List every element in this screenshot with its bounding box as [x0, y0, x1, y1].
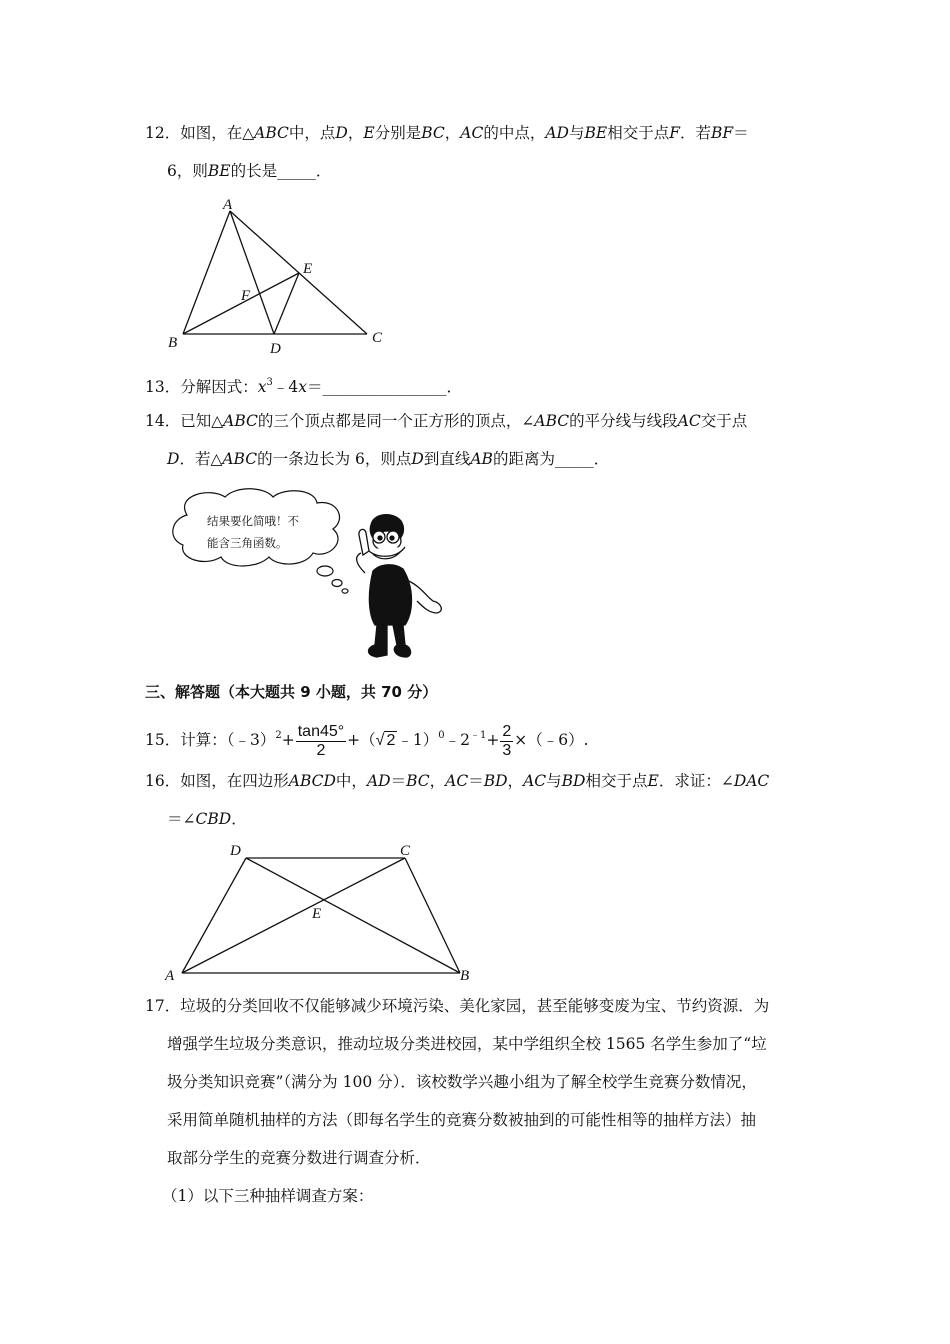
q15-plus1: +	[281, 731, 295, 749]
q16-label-d: D	[230, 843, 241, 859]
q15-exp3: ﹣1	[469, 730, 487, 741]
math-variable: E	[647, 772, 659, 790]
math-variable: D	[335, 124, 348, 142]
text-run: 如图，在四边形	[180, 772, 289, 790]
text-run: 如图，在△	[180, 124, 255, 142]
q14-text-line2	[167, 450, 609, 468]
text-run: ．若	[679, 124, 711, 142]
q15-prefix: 计算：（﹣3）	[180, 731, 276, 749]
math-variable: ABC	[534, 412, 570, 430]
q16-label-e: E	[312, 906, 322, 922]
q16-quadrilateral-figure	[160, 838, 480, 988]
text-run: 到直线	[423, 450, 471, 468]
text-run: 与	[546, 772, 562, 790]
text-run: 的平分线与线段	[569, 412, 678, 430]
text-run: ＝	[468, 772, 484, 790]
q14-line2	[167, 448, 609, 470]
q13-number: 13．	[145, 378, 181, 396]
q15-fraction-two-thirds	[500, 723, 513, 760]
q15-number: 15．	[145, 731, 181, 749]
q17-line2: 增强学生垃圾分类意识，推动垃圾分类进校园，某中学组织全校 1565 名学生参加了“垃	[167, 1035, 767, 1053]
text-run: ，	[429, 772, 446, 790]
q16-text-line2	[167, 810, 247, 828]
q16-line1	[145, 770, 769, 792]
q15-frac2-num: 2	[502, 722, 512, 740]
q15-frac2-den: 3	[502, 741, 512, 759]
q15-exp1: 2	[275, 730, 282, 741]
math-variable: AD	[545, 124, 569, 142]
q12-line2	[167, 160, 331, 182]
math-variable: D	[411, 450, 424, 468]
q12-label-d: D	[270, 341, 281, 357]
math-variable: ABCD	[288, 772, 336, 790]
cloud-text-line2: 能含三角函数。	[207, 536, 288, 550]
q16-number: 16．	[145, 772, 181, 790]
text-run: ，	[444, 124, 461, 142]
text-run: ．若△	[179, 450, 223, 468]
text-run: ．求证：∠	[658, 772, 734, 790]
math-variable: CBD	[195, 810, 232, 828]
q16-text-line1	[180, 772, 769, 790]
q16-label-c: C	[400, 843, 411, 859]
text-run: 的三个顶点都是同一个正方形的顶点，∠	[257, 412, 535, 430]
math-variable: BE	[207, 162, 231, 180]
q17-line4: 采用简单随机抽样的方法（即每名学生的竞赛分数被抽到的可能性相等的抽样方法）抽	[167, 1111, 757, 1129]
text-run: ，	[507, 772, 524, 790]
q15-line	[145, 716, 589, 759]
q14-number: 14．	[145, 412, 181, 430]
math-variable: BC	[421, 124, 445, 142]
q16-label-a: A	[165, 968, 175, 984]
math-variable: ABC	[223, 412, 258, 430]
q17-number: 17．	[145, 997, 181, 1015]
text-run: 中，点	[288, 124, 336, 142]
text-run: 相交于点	[607, 124, 670, 142]
text-run: 与	[568, 124, 585, 142]
math-variable: BD	[483, 772, 508, 790]
text-run: 交于点	[700, 412, 748, 430]
math-variable: ABC	[222, 450, 258, 468]
text-run: ＝∠	[167, 810, 196, 828]
text-run: ＝	[390, 772, 407, 790]
text-run: ＝	[733, 124, 749, 142]
q14-cartoon-figure	[165, 485, 450, 665]
math-variable: D	[167, 450, 180, 468]
text-run: 已知△	[180, 412, 224, 430]
math-variable: AC	[523, 772, 547, 790]
text-run: 6，则	[167, 162, 208, 180]
math-variable: AC	[460, 124, 484, 142]
math-variable: AC	[445, 772, 469, 790]
q17-line3: 圾分类知识竞赛”（满分为 100 分）．该校数学兴趣小组为了解全校学生竞赛分数情况，	[167, 1073, 757, 1091]
q15-plus2: +（	[347, 731, 376, 749]
q17-sub1: （1）以下三种抽样调查方案：	[162, 1187, 374, 1205]
math-variable: BF	[711, 124, 734, 142]
math-variable: BC	[406, 772, 430, 790]
q12-label-e: E	[303, 261, 313, 277]
math-variable: AB	[470, 450, 493, 468]
q17-text-line1: 垃圾的分类回收不仅能够减少环境污染、美化家园，甚至能够变废为宝、节约资源．为	[180, 997, 770, 1015]
text-run: 的长是_____．	[230, 162, 332, 180]
text-run: ，	[347, 124, 364, 142]
q12-label-c: C	[372, 330, 383, 346]
q15-frac1-num: tan45°	[297, 722, 345, 740]
text-run: 的距离为_____．	[492, 450, 610, 468]
q12-line1	[145, 122, 749, 144]
q12-number: 12．	[145, 124, 181, 142]
q15-sqrt-radicand: 2	[386, 732, 396, 749]
q13-prefix: 分解因式：	[180, 378, 258, 396]
math-variable: BD	[561, 772, 586, 790]
text-run: 相交于点	[585, 772, 648, 790]
q15-plus3: +	[486, 731, 500, 749]
text-run: 中，	[335, 772, 367, 790]
q15-exp2: 0	[438, 730, 445, 741]
q15-minus1: ﹣1）	[397, 731, 439, 749]
q15-frac1-den: 2	[316, 741, 326, 759]
q12-text-line1	[180, 124, 748, 142]
q15-fraction-tan	[296, 723, 346, 760]
section3-title: 三、解答题（本大题共 9 小题，共 70 分）	[145, 683, 438, 701]
math-variable: F	[669, 124, 680, 142]
q14-line1	[145, 410, 747, 432]
math-variable: DAC	[733, 772, 770, 790]
q13-exponent: 3	[266, 377, 273, 388]
q12-text-line2	[167, 162, 331, 180]
q13-x2: x	[298, 378, 307, 396]
q14-text-line1	[180, 412, 747, 430]
math-variable: BE	[584, 124, 608, 142]
text-run: 的中点，	[483, 124, 546, 142]
q16-label-b: B	[460, 968, 470, 984]
cartoon-character	[357, 515, 442, 657]
text-run: ．	[231, 810, 247, 828]
math-variable: E	[363, 124, 375, 142]
math-variable: ABC	[254, 124, 289, 142]
q12-label-a: A	[223, 197, 233, 213]
q13-x: x	[257, 378, 267, 396]
q15-suffix: ×（﹣6）.	[514, 731, 589, 749]
q16-line2	[167, 808, 247, 830]
math-variable: AC	[677, 412, 701, 430]
q13-line	[145, 372, 462, 398]
q15-minus2: ﹣2	[444, 731, 470, 749]
text-run: 的一条边长为 6，则点	[257, 450, 412, 468]
q12-triangle-figure	[166, 195, 396, 360]
q17-line1	[145, 995, 769, 1017]
cloud-text-line1: 结果要化简哦！不	[207, 514, 299, 528]
q12-label-f: F	[241, 288, 251, 304]
q15-sqrt: √ 2	[375, 732, 396, 749]
q13-mid: ﹣4	[272, 378, 299, 396]
q17-line5: 取部分学生的竞赛分数进行调查分析．	[167, 1149, 431, 1167]
text-run: 分别是	[374, 124, 422, 142]
q13-suffix: ＝________________．	[307, 378, 463, 396]
math-variable: AD	[366, 772, 391, 790]
q12-label-b: B	[168, 335, 178, 351]
